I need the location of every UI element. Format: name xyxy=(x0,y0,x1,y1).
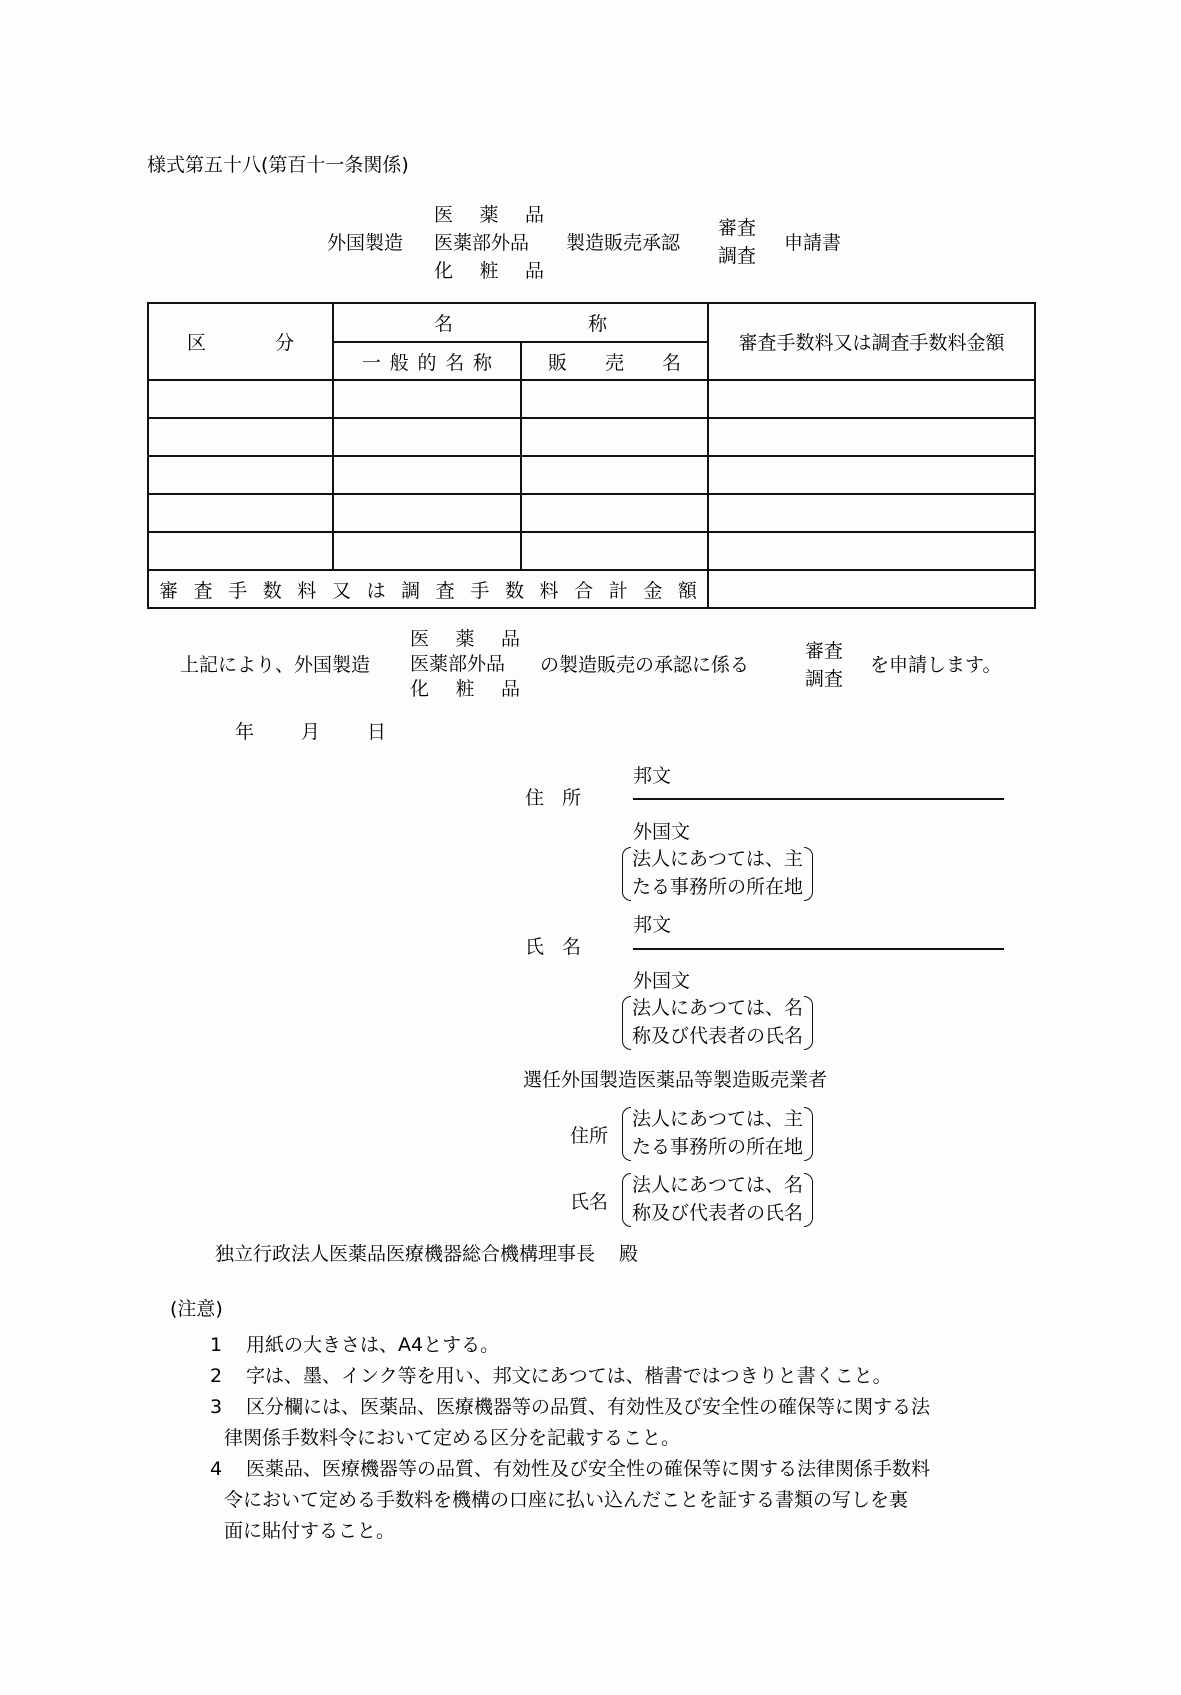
category-option-cosmetic: 化 粧 品 xyxy=(434,260,544,282)
category-option-drug: 医 薬 品 xyxy=(434,204,544,226)
cell-kubun[interactable] xyxy=(148,380,333,418)
cell-kubun[interactable] xyxy=(148,494,333,532)
agent-name-note: 法人にあつては、名 称及び代表者の氏名 xyxy=(628,1171,807,1227)
addressee-name: 独立行政法人医薬品医療機器総合機構理事長 xyxy=(215,1243,596,1265)
title-suffix: 申請書 xyxy=(784,232,842,254)
category-option-drug: 医 薬 品 xyxy=(410,628,520,650)
review-option-shinsa: 審査 xyxy=(805,640,844,662)
form-number: 様式第五十八(第百十一条関係) xyxy=(147,154,409,176)
category-option-cosmetic: 化 粧 品 xyxy=(410,678,520,700)
review-option-chousa: 調査 xyxy=(805,668,844,690)
total-label: 審 査 手 数 料 又 は 調 査 手 数 料 合 計 金 額 xyxy=(148,570,708,608)
cell-kubun[interactable] xyxy=(148,532,333,570)
left-paren-icon xyxy=(622,847,631,901)
right-paren-icon xyxy=(804,847,813,901)
header-meisho: 名 称 xyxy=(333,303,708,342)
agent-title: 選任外国製造医薬品等製造販売業者 xyxy=(523,1069,828,1091)
note-item: 1 用紙の大きさは、A4とする。 xyxy=(210,1334,500,1356)
table-header-row xyxy=(148,303,1035,342)
table-total-row xyxy=(148,570,1035,608)
cell-hanbai-mei[interactable] xyxy=(521,380,708,418)
name-japanese-input-line[interactable] xyxy=(633,948,1004,950)
declaration-prefix: 上記により、外国製造 xyxy=(180,654,371,676)
application-table xyxy=(147,302,1036,609)
table-row xyxy=(148,380,1035,418)
applicant-name-label: 氏 名 xyxy=(525,936,582,958)
header-hanbai-mei: 販 売 名 xyxy=(521,342,708,380)
cell-hanbai-mei[interactable] xyxy=(521,494,708,532)
date-month: 月 xyxy=(301,721,321,743)
addressee xyxy=(215,1245,638,1264)
total-value[interactable] xyxy=(708,570,1035,608)
declaration-middle: の製造販売の承認に係る xyxy=(540,654,750,676)
category-option-quasi-drug: 医薬部外品 xyxy=(410,653,506,675)
cell-fee-amount[interactable] xyxy=(708,380,1035,418)
cell-ippan-meisho[interactable] xyxy=(333,456,521,494)
header-ippan-meisho: 一 般 的 名 称 xyxy=(333,342,521,380)
notes-heading: (注意) xyxy=(170,1298,223,1320)
declaration-suffix: を申請します。 xyxy=(870,654,1002,676)
cell-hanbai-mei[interactable] xyxy=(521,418,708,456)
cell-fee-amount[interactable] xyxy=(708,418,1035,456)
address-foreign-note: 法人にあつては、主 たる事務所の所在地 xyxy=(628,845,807,901)
header-fee-amount: 審査手数料又は調査手数料金額 xyxy=(708,303,1035,380)
right-paren-icon xyxy=(804,1107,813,1161)
name-japanese-label: 邦文 xyxy=(633,914,672,936)
addressee-honorific: 殿 xyxy=(619,1243,639,1265)
left-paren-icon xyxy=(622,1107,631,1161)
title-review-options xyxy=(718,219,756,275)
cell-ippan-meisho[interactable] xyxy=(333,532,521,570)
left-paren-icon xyxy=(622,996,631,1050)
address-foreign-label: 外国文 xyxy=(633,821,691,843)
review-option-chousa: 調査 xyxy=(718,245,757,267)
title-middle: 製造販売承認 xyxy=(566,232,681,254)
review-option-shinsa: 審査 xyxy=(718,217,757,239)
date-field[interactable] xyxy=(235,723,433,742)
table-row xyxy=(148,456,1035,494)
name-foreign-note: 法人にあつては、名 称及び代表者の氏名 xyxy=(628,994,807,1050)
header-kubun: 区 分 xyxy=(148,303,333,380)
agent-name-label: 氏名 xyxy=(570,1191,609,1213)
cell-fee-amount[interactable] xyxy=(708,456,1035,494)
cell-fee-amount[interactable] xyxy=(708,494,1035,532)
right-paren-icon xyxy=(804,996,813,1050)
note-item: 2 字は、墨、インク等を用い、邦文にあつては、楷書ではつきりと書くこと。 xyxy=(210,1365,892,1387)
cell-fee-amount[interactable] xyxy=(708,532,1035,570)
cell-kubun[interactable] xyxy=(148,418,333,456)
agent-address-note: 法人にあつては、主 たる事務所の所在地 xyxy=(628,1105,807,1161)
table-row xyxy=(148,418,1035,456)
category-option-quasi-drug: 医薬部外品 xyxy=(434,232,530,254)
note-item: 3 区分欄には、医薬品、医療機器等の品質、有効性及び安全性の確保等に関する法 律関係手数料令において定める区分を記載すること。 xyxy=(210,1396,931,1449)
cell-hanbai-mei[interactable] xyxy=(521,456,708,494)
declaration-category-options xyxy=(410,630,520,705)
cell-ippan-meisho[interactable] xyxy=(333,418,521,456)
title-prefix: 外国製造 xyxy=(327,232,404,254)
name-foreign-label: 外国文 xyxy=(633,970,691,992)
cell-ippan-meisho[interactable] xyxy=(333,494,521,532)
address-japanese-label: 邦文 xyxy=(633,765,672,787)
date-day: 日 xyxy=(367,721,387,743)
date-year: 年 xyxy=(235,721,255,743)
address-japanese-input-line[interactable] xyxy=(633,798,1004,800)
cell-kubun[interactable] xyxy=(148,456,333,494)
table-row xyxy=(148,494,1035,532)
left-paren-icon xyxy=(622,1173,631,1227)
table-row xyxy=(148,532,1035,570)
right-paren-icon xyxy=(804,1173,813,1227)
declaration-review-options xyxy=(805,642,843,698)
title-category-options xyxy=(434,206,544,290)
agent-address-label: 住所 xyxy=(570,1125,609,1147)
note-item: 4 医薬品、医療機器等の品質、有効性及び安全性の確保等に関する法律関係手数料 令において定める手数料を機構の口座に払い込んだことを証する書類の写しを裏 面に貼付すること。 xyxy=(210,1458,931,1542)
cell-ippan-meisho[interactable] xyxy=(333,380,521,418)
cell-hanbai-mei[interactable] xyxy=(521,532,708,570)
applicant-address-label: 住 所 xyxy=(525,787,582,809)
